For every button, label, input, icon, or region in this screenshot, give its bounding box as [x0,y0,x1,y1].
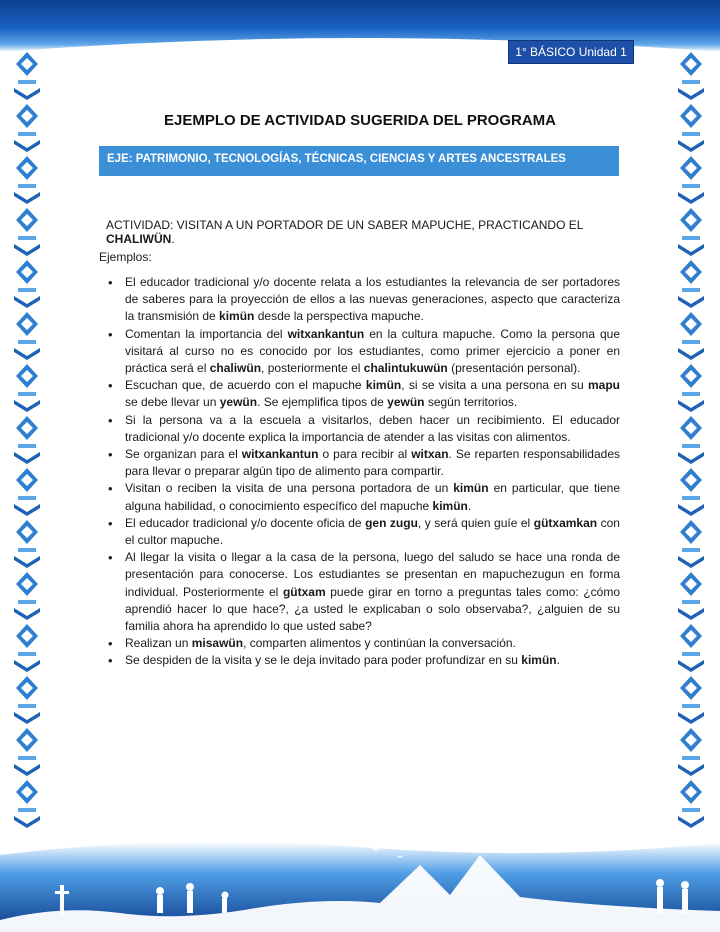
right-ornament-border [672,48,710,828]
item-text: Visitan o reciben la visita de una persona portadora de un [125,481,454,496]
item-text: , si se visita a una persona en su [401,378,588,393]
bold-term: kimün [453,481,489,496]
item-text: se debe llevar un [125,395,220,410]
bold-term: witxankantun [241,447,319,462]
examples-list [108,274,620,670]
bold-term: chalintukuwün [363,361,448,376]
bold-term: chaliwün [209,361,262,376]
list-item [108,326,620,378]
bold-term: gütxamkan [533,515,598,530]
bold-term: kimün [432,498,468,513]
activity-suffix: . [171,232,175,246]
item-text: con el cultor mapuche. [125,515,620,548]
item-text: Realizan un [125,636,192,651]
item-text: según territorios. [424,395,518,410]
item-text: El educador tradicional y/o docente relata a los estudiantes la relevancia de ser portadores de saberes para la proyección de ellos a las nuevas generaciones, aspecto que caracteriza la transmisión de [125,275,620,324]
list-item [108,652,620,669]
item-text: El educador tradicional y/o docente oficia de [125,515,366,530]
item-text: . [467,498,472,513]
item-text: , posteriormente el [261,361,364,376]
footer-landscape [0,825,720,932]
item-text: Se organizan para el [125,447,242,462]
bold-term: yewün [219,395,258,410]
item-text: Al llegar la visita o llegar a la casa de la persona, luego del saludo se hace una ronda de presentación para conocerse. Los estudiantes se presentan en mapuchezugun en forma individual. Posteriormente el [125,550,620,599]
item-text: puede girar en torno a preguntas tales como: ¿cómo aprendió hacer lo que hace?, ¿a usted le explicaban o solo observaba?, ¿alguien de su familia ahora ha aprendido lo que usted sabe? [125,584,621,634]
bold-term: yewün [387,395,425,410]
item-text: (presentación personal). [447,361,581,376]
item-text: Si la persona va a la escuela a visitarlos, deben hacer un recibimiento. El educador tradicional y/o docente explica la importancia de atender a las visitas con alimentos. [125,412,620,444]
item-text: Comentan la importancia del [125,326,288,341]
page-title: EJEMPLO DE ACTIVIDAD SUGERIDA DEL PROGRAMA [164,112,556,129]
list-item [108,549,620,635]
unit-badge: 1° BÁSICO Unidad 1 [508,40,634,64]
item-text: Se despiden de la visita y se le deja invitado para poder profundizar en su [125,653,522,668]
list-item [108,515,620,549]
bold-term: witxankantun [287,326,365,341]
item-text: desde la perspectiva mapuche. [254,309,424,324]
item-text: Escuchan que, de acuerdo con el mapuche [125,378,366,393]
item-text: , y será quien guíe el [417,515,534,530]
item-text: en particular, que tiene alguna habilidad, o conocimiento específico del mapuche [125,481,620,513]
activity-keyword: CHALIWÜN [106,232,172,246]
item-text: en la cultura mapuche. Como la persona que visitará al curso no es conocido por los estudiantes, como primer ejercicio a poner en práctica será el [125,326,620,376]
bold-term: witxan [411,447,449,462]
item-text: . Se ejemplifica tipos de [257,395,388,410]
left-ornament-border [8,48,46,828]
item-text: , comparten alimentos y continúan la conversación. [243,636,516,651]
list-item [108,635,620,652]
bold-term: kimün [219,309,255,324]
item-text: . [556,653,560,668]
bold-term: kimün [365,378,402,393]
bold-term: gen zugu [365,515,418,530]
list-item [108,412,620,446]
list-item [108,446,620,480]
list-item [108,480,620,514]
examples-label: Ejemplos: [99,250,152,264]
eje-banner: EJE: PATRIMONIO, TECNOLOGÍAS, TÉCNICAS, CIENCIAS Y ARTES ANCESTRALES [99,146,619,176]
activity-heading [106,218,626,246]
bold-term: misawün [191,636,244,651]
activity-prefix: ACTIVIDAD: VISITAN A UN PORTADOR DE UN SABER MAPUCHE, PRACTICANDO EL [106,218,583,232]
bold-term: gütxam [282,584,326,599]
list-item [108,274,620,326]
list-item [108,377,620,411]
bold-term: mapu [587,378,620,393]
item-text: . Se reparten responsabilidades para llevar o preparar algún tipo de alimento para compartir. [125,447,620,479]
item-text: o para recibir al [318,447,412,462]
bold-term: kimün [521,653,557,668]
